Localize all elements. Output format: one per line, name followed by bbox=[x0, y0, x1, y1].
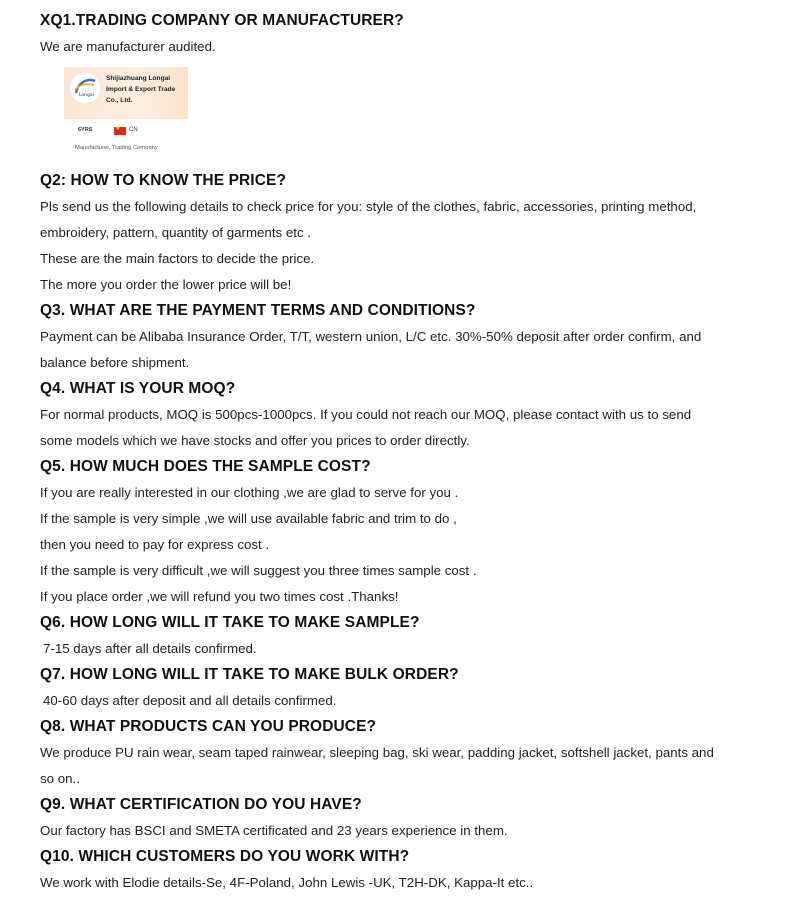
q6-answer bbox=[40, 636, 760, 662]
q8-answer-line: We produce PU rain wear, seam taped rainwear, sleeping bag, ski wear, padding jacket, softshell jacket, pants and bbox=[40, 745, 714, 760]
q6-answer-line: 7-15 days after all details confirmed. bbox=[43, 641, 257, 656]
q8-answer bbox=[40, 740, 760, 792]
q8-heading: Q8. WHAT PRODUCTS CAN YOU PRODUCE? bbox=[40, 718, 377, 735]
q9-answer-line: Our factory has BSCI and SMETA certificated and 23 years experience in them. bbox=[40, 823, 508, 838]
q4-heading: Q4. WHAT IS YOUR MOQ? bbox=[40, 380, 236, 397]
q7-answer bbox=[40, 688, 760, 714]
q4-answer-line: some models which we have stocks and offer you prices to order directly. bbox=[40, 433, 470, 448]
q7-answer-line: 40-60 days after deposit and all details confirmed. bbox=[43, 693, 337, 708]
company-name-line: Co., Ltd. bbox=[106, 97, 133, 104]
company-country: CN bbox=[129, 127, 138, 133]
q4-answer-line: For normal products, MOQ is 500pcs-1000pcs. If you could not reach our MOQ, please contact with us to send bbox=[40, 407, 692, 422]
q10-answer-line: We work with Elodie details-Se, 4F-Poland, John Lewis -UK, T2H-DK, Kappa-It etc.. bbox=[40, 875, 534, 890]
faq-document bbox=[40, 8, 760, 896]
q5-answer-line: then you need to pay for express cost . bbox=[40, 537, 270, 552]
q2-answer-line: Pls send us the following details to check price for you: style of the clothes, fabric, accessories, printing method, bbox=[40, 199, 697, 214]
china-flag-icon bbox=[114, 127, 126, 135]
q2-answer-line: These are the main factors to decide the price. bbox=[40, 251, 315, 266]
q2-heading: Q2: HOW TO KNOW THE PRICE? bbox=[40, 172, 287, 189]
company-name bbox=[106, 73, 196, 106]
q1-answer bbox=[40, 34, 760, 60]
q2-answer-line: embroidery, pattern, quantity of garments etc . bbox=[40, 225, 311, 240]
q9-heading: Q9. WHAT CERTIFICATION DO YOU HAVE? bbox=[40, 796, 362, 813]
q5-answer-line: If the sample is very simple ,we will use available fabric and trim to do , bbox=[40, 511, 457, 526]
company-logo-icon bbox=[70, 73, 100, 103]
company-business-type: Manufacturer, Trading Company bbox=[75, 145, 158, 151]
q5-answer-line: If you place order ,we will refund you two times cost .Thanks! bbox=[40, 589, 399, 604]
q3-answer-line: balance before shipment. bbox=[40, 355, 190, 370]
company-years: 6YRS bbox=[78, 127, 93, 133]
q4-answer bbox=[40, 402, 760, 454]
q3-answer-line: Payment can be Alibaba Insurance Order, T/T, western union, L/C etc. 30%-50% deposit after order confirm, and bbox=[40, 329, 702, 344]
q1-heading: XQ1.TRADING COMPANY OR MANUFACTURER? bbox=[40, 12, 404, 29]
q5-heading: Q5. HOW MUCH DOES THE SAMPLE COST? bbox=[40, 458, 371, 475]
q5-answer-line: If you are really interested in our clothing ,we are glad to serve for you . bbox=[40, 485, 459, 500]
q2-answer bbox=[40, 194, 760, 298]
q3-heading: Q3. WHAT ARE THE PAYMENT TERMS AND CONDITIONS? bbox=[40, 302, 476, 319]
q10-heading: Q10. WHICH CUSTOMERS DO YOU WORK WITH? bbox=[40, 848, 410, 865]
q6-heading: Q6. HOW LONG WILL IT TAKE TO MAKE SAMPLE? bbox=[40, 614, 420, 631]
company-name-line: Shijiazhuang Longai bbox=[106, 75, 171, 82]
company-card bbox=[62, 65, 212, 161]
q9-answer bbox=[40, 818, 760, 844]
q5-answer-line: If the sample is very difficult ,we will suggest you three times sample cost . bbox=[40, 563, 477, 578]
company-logo-text: Longai bbox=[79, 93, 94, 98]
q3-answer bbox=[40, 324, 760, 376]
q7-heading: Q7. HOW LONG WILL IT TAKE TO MAKE BULK ORDER? bbox=[40, 666, 459, 683]
q8-answer-line: so on.. bbox=[40, 771, 80, 786]
q1-answer-line: We are manufacturer audited. bbox=[40, 39, 216, 54]
q2-answer-line: The more you order the lower price will be! bbox=[40, 277, 292, 292]
company-name-line: Import & Export Trade bbox=[106, 86, 176, 93]
q5-answer bbox=[40, 480, 760, 610]
q10-answer bbox=[40, 870, 760, 896]
